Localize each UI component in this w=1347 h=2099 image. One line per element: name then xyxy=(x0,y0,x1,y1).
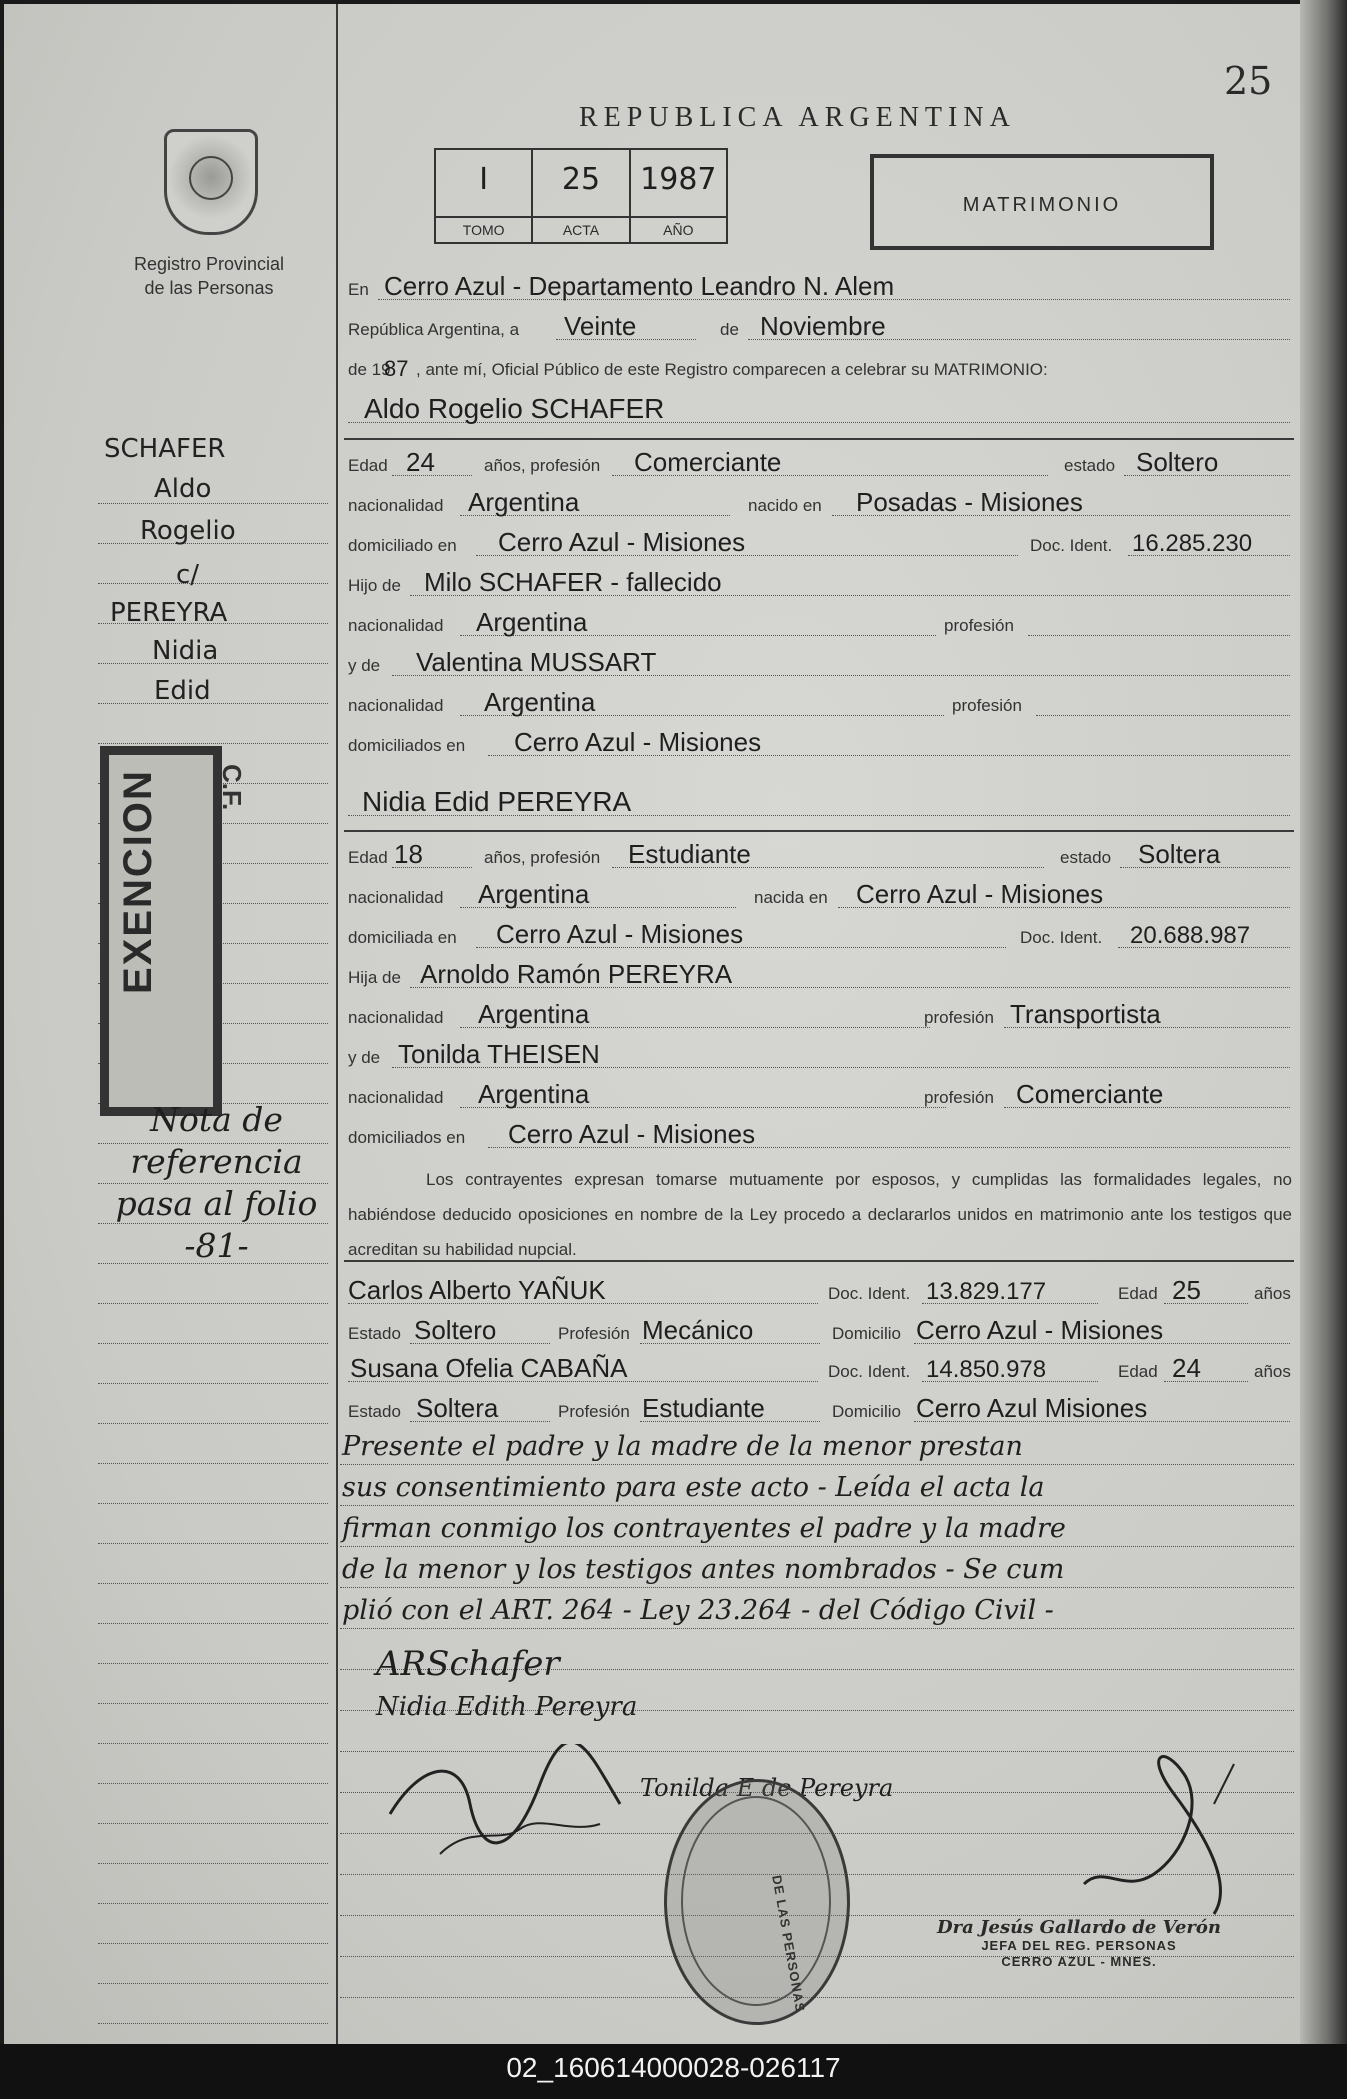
bride-father-row xyxy=(348,954,1294,994)
anos-label: años xyxy=(1254,1284,1291,1303)
bride-father: Arnoldo Ramón PEREYRA xyxy=(420,959,733,989)
bride-mother: Tonilda THEISEN xyxy=(398,1039,600,1069)
observation-line: firman conmigo los contrayentes el padre y la madre xyxy=(342,1513,1066,1544)
registry-line2: de las Personas xyxy=(144,278,274,298)
groom-father: Milo SCHAFER - fallecido xyxy=(424,567,722,597)
groom-profession: Comerciante xyxy=(634,447,782,477)
nota-line: pasa al folio xyxy=(115,1184,318,1223)
separator-line xyxy=(344,1260,1294,1262)
year-row xyxy=(348,346,1294,386)
groom-mother-nationality: Argentina xyxy=(484,687,596,717)
hija-de-label: Hija de xyxy=(348,968,401,987)
domiciliados-label: domiciliados en xyxy=(348,736,466,755)
bride-profession: Estudiante xyxy=(628,839,751,869)
page-number: 25 xyxy=(1224,59,1273,103)
republica-label: República Argentina, a xyxy=(348,320,520,339)
bride-domicile-row xyxy=(348,914,1294,954)
record-type: MATRIMONIO xyxy=(962,194,1122,216)
groom-parents-dom-row xyxy=(348,722,1294,762)
bride-parents-domicile: Cerro Azul - Misiones xyxy=(508,1119,756,1149)
estado-label: Estado xyxy=(348,1324,401,1343)
observation-line: plió con el ART. 264 - Ley 23.264 - del Código Civil - xyxy=(342,1595,1054,1626)
domiciliada-label: domiciliada en xyxy=(348,928,457,947)
nacionalidad-label: nacionalidad xyxy=(348,616,444,635)
groom-name-row xyxy=(348,389,1294,429)
witness2-doc: 14.850.978 xyxy=(926,1356,1047,1383)
official-place: CERRO AZUL - MNES. xyxy=(1001,1954,1157,1969)
year-prefix: de 19 xyxy=(348,360,391,379)
groom-mother-row xyxy=(348,642,1294,682)
groom-father-nat-row xyxy=(348,602,1294,642)
estado-label: Estado xyxy=(348,1402,401,1421)
anos-profesion-label: años, profesión xyxy=(484,456,601,475)
bride-full-name: Nidia Edid PEREYRA xyxy=(362,786,632,817)
date-row xyxy=(348,306,1294,346)
estado-label: estado xyxy=(1060,848,1112,867)
witness2-profession: Estudiante xyxy=(642,1393,765,1423)
groom-mother-nat-row xyxy=(348,682,1294,722)
groom-nationality-row xyxy=(348,482,1294,522)
estado-label: estado xyxy=(1064,456,1116,475)
ano-value: 1987 xyxy=(640,162,717,197)
bride-age: 18 xyxy=(394,839,423,869)
official-signature-icon xyxy=(1064,1744,1264,1924)
scan-file-id: 02_160614000028-026117 xyxy=(506,2052,841,2083)
margin-name-edid: Edid xyxy=(154,676,211,706)
groom-mother: Valentina MUSSART xyxy=(416,647,657,677)
doc-label: Doc. Ident. xyxy=(828,1284,911,1303)
page-edge xyxy=(1300,0,1347,2060)
hijo-de-label: Hijo de xyxy=(348,576,401,595)
nacionalidad-label: nacionalidad xyxy=(348,888,444,907)
ano-label: AÑO xyxy=(631,216,726,242)
tomo-value: I xyxy=(479,162,489,197)
place-row xyxy=(348,266,1294,306)
nacionalidad-label: nacionalidad xyxy=(348,696,444,715)
witness2-age: 24 xyxy=(1172,1353,1201,1383)
registry-line1: Registro Provincial xyxy=(133,254,285,274)
domicilio-label: Domicilio xyxy=(832,1402,901,1421)
nota-line: Nota de xyxy=(150,1100,283,1139)
separator-line xyxy=(344,830,1294,832)
month-value: Noviembre xyxy=(760,311,886,341)
record-type-box xyxy=(870,154,1214,250)
groom-birthplace: Posadas - Misiones xyxy=(856,487,1083,517)
margin-name-nidia: Nidia xyxy=(152,636,219,666)
profesion-label: Profesión xyxy=(558,1324,630,1343)
nacionalidad-label: nacionalidad xyxy=(348,496,444,515)
profesion-label: profesión xyxy=(924,1088,994,1107)
witness1-name: Carlos Alberto YAÑUK xyxy=(348,1275,606,1305)
nota-line: -81- xyxy=(184,1226,249,1265)
groom-full-name: Aldo Rogelio SCHAFER xyxy=(364,393,665,424)
bride-doc: 20.688.987 xyxy=(1130,922,1251,949)
witness1-details-row xyxy=(348,1310,1294,1350)
bride-mother-row xyxy=(348,1034,1294,1074)
mother-signature: Tonilda E de Pereyra xyxy=(640,1774,894,1802)
tomo-label: TOMO xyxy=(436,216,531,242)
domicilio-label: domiciliado en xyxy=(348,536,457,555)
bride-age-row xyxy=(348,834,1294,874)
profesion-label: profesión xyxy=(944,616,1014,635)
exemption-stamp-text: EXENCION xyxy=(116,769,160,994)
record-index-table xyxy=(434,148,728,244)
nacida-label: nacida en xyxy=(754,888,828,907)
margin-conj: c/ xyxy=(176,560,200,590)
margin-name-rogelio: Rogelio xyxy=(140,516,236,546)
doc-label: Doc. Ident. xyxy=(828,1362,911,1381)
witness2-estado: Soltera xyxy=(416,1393,499,1423)
anos-profesion-label: años, profesión xyxy=(484,848,601,867)
profesion-label: profesión xyxy=(924,1008,994,1027)
year-suffix: 87 xyxy=(384,356,409,381)
official-title: JEFA DEL REG. PERSONAS xyxy=(981,1938,1177,1953)
domicilio-label: Domicilio xyxy=(832,1324,901,1343)
witness2-name-row xyxy=(348,1348,1294,1388)
registry-round-stamp xyxy=(664,1779,850,2025)
bride-mother-nat-row xyxy=(348,1074,1294,1114)
witness1-name-row xyxy=(348,1270,1294,1310)
y-de-label: y de xyxy=(348,1048,381,1067)
witness1-profession: Mecánico xyxy=(642,1315,754,1345)
groom-father-nationality: Argentina xyxy=(476,607,588,637)
intro-text: , ante mí, Oficial Público de este Registro comparecen a celebrar su MATRIMONIO: xyxy=(416,360,1048,379)
doc-label: Doc. Ident. xyxy=(1030,536,1113,555)
margin-name-aldo: Aldo xyxy=(154,474,212,504)
bride-domicile: Cerro Azul - Misiones xyxy=(496,919,744,949)
day-value: Veinte xyxy=(564,311,637,341)
round-stamp-text: DE LAS PERSONAS xyxy=(769,1874,809,2014)
edad-label: Edad xyxy=(348,848,388,867)
exemption-stamp-suffix: C.F. xyxy=(217,764,247,811)
nota-line: referencia xyxy=(130,1142,303,1181)
provincial-seal-icon xyxy=(164,129,258,235)
bride-father-nat-row xyxy=(348,994,1294,1034)
groom-age-row xyxy=(348,442,1294,482)
separator-line xyxy=(344,438,1294,440)
domiciliados-label: domiciliados en xyxy=(348,1128,466,1147)
bride-nationality-row xyxy=(348,874,1294,914)
bride-nationality: Argentina xyxy=(478,879,590,909)
witness1-domicile: Cerro Azul - Misiones xyxy=(916,1315,1164,1345)
document-page xyxy=(4,4,1304,2044)
official-name: Dra Jesús Gallardo de Verón xyxy=(937,1917,1221,1938)
witness2-domicile: Cerro Azul Misiones xyxy=(916,1393,1148,1423)
groom-parents-domicile: Cerro Azul - Misiones xyxy=(514,727,762,757)
profesion-label: profesión xyxy=(952,696,1022,715)
edad-label: Edad xyxy=(348,456,388,475)
groom-domicile-row xyxy=(348,522,1294,562)
registry-name xyxy=(104,252,314,300)
observation-line: Presente el padre y la madre de la menor prestan xyxy=(342,1431,1023,1462)
anos-label: años xyxy=(1254,1362,1291,1381)
witness2-name: Susana Ofelia CABAÑA xyxy=(350,1353,628,1383)
en-label: En xyxy=(348,280,369,299)
groom-doc: 16.285.230 xyxy=(1132,530,1253,557)
y-de-label: y de xyxy=(348,656,381,675)
witness1-estado: Soltero xyxy=(414,1315,497,1345)
acta-label: ACTA xyxy=(533,216,628,242)
edad-label: Edad xyxy=(1118,1284,1158,1303)
bride-father-profession: Transportista xyxy=(1010,999,1161,1029)
father-signature-icon xyxy=(380,1744,640,1874)
margin-surname-bride: PEREYRA xyxy=(110,598,228,628)
nacionalidad-label: nacionalidad xyxy=(348,1008,444,1027)
margin-surname-groom: SCHAFER xyxy=(104,434,226,464)
witness2-details-row xyxy=(348,1388,1294,1428)
profesion-label: Profesión xyxy=(558,1402,630,1421)
observation-line: de la menor y los testigos antes nombrados - Se cum xyxy=(342,1554,1065,1585)
groom-estado: Soltero xyxy=(1136,447,1219,477)
nacido-label: nacido en xyxy=(748,496,822,515)
bride-mother-profession: Comerciante xyxy=(1016,1079,1164,1109)
observation-line: sus consentimiento para este acto - Leída el acta la xyxy=(342,1472,1045,1503)
doc-label: Doc. Ident. xyxy=(1020,928,1103,947)
witness1-doc: 13.829.177 xyxy=(926,1278,1047,1305)
bride-mother-nationality: Argentina xyxy=(478,1079,590,1109)
bride-name-row xyxy=(348,782,1294,822)
official-stamp xyxy=(934,1917,1224,1970)
groom-nationality: Argentina xyxy=(468,487,580,517)
bride-birthplace: Cerro Azul - Misiones xyxy=(856,879,1104,909)
bride-estado: Soltera xyxy=(1138,839,1221,869)
acta-value: 25 xyxy=(561,162,601,197)
edad-label: Edad xyxy=(1118,1362,1158,1381)
groom-domicile: Cerro Azul - Misiones xyxy=(498,527,746,557)
groom-father-row xyxy=(348,562,1294,602)
place-value: Cerro Azul - Departamento Leandro N. Alem xyxy=(384,271,895,301)
nacionalidad-label: nacionalidad xyxy=(348,1088,444,1107)
bride-parents-dom-row xyxy=(348,1114,1294,1154)
bride-father-nationality: Argentina xyxy=(478,999,590,1029)
groom-age: 24 xyxy=(406,447,435,477)
witness1-age: 25 xyxy=(1172,1275,1201,1305)
groom-signature: ARSchafer xyxy=(376,1644,560,1684)
de-label: de xyxy=(720,320,739,339)
country-title: REPUBLICA ARGENTINA xyxy=(579,102,1016,133)
declaration-text: Los contrayentes expresan tomarse mutuamente por esposos, y cumplidas las formalidades legales, no habiéndose deducido oposiciones en nombre de la Ley procedo a declararlos unidos en matrimonio ante los testigos que acreditan su habilidad nupcial. xyxy=(348,1170,1292,1259)
reference-note xyxy=(99,1099,334,1267)
bride-signature: Nidia Edith Pereyra xyxy=(376,1692,638,1722)
